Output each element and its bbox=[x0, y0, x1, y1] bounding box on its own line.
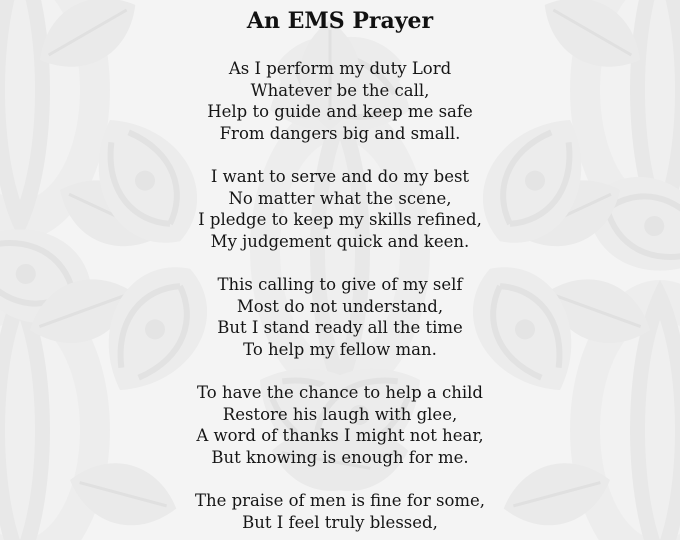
poem-line: The praise of men is fine for some, bbox=[194, 491, 486, 510]
poem-line: As I perform my duty Lord bbox=[228, 59, 452, 78]
poem-line: I pledge to keep my skills refined, bbox=[198, 210, 482, 229]
poem-line: A word of thanks I might not hear, bbox=[196, 426, 484, 445]
poem-line: Restore his laugh with glee, bbox=[222, 404, 458, 424]
poem-line: I want to serve and do my best bbox=[210, 167, 470, 186]
stanza bbox=[0, 274, 680, 360]
poem-line: To have the chance to help a child bbox=[197, 383, 483, 402]
poem-line: From dangers big and small. bbox=[219, 123, 461, 143]
poem-line: Whatever be the call, bbox=[250, 80, 430, 100]
stanza bbox=[0, 166, 680, 252]
poem-line: This calling to give of my self bbox=[217, 275, 463, 294]
poem-line: Most do not understand, bbox=[236, 296, 444, 316]
stanza bbox=[0, 58, 680, 144]
poem-line: But I feel truly blessed, bbox=[242, 512, 438, 532]
poem-line: Help to guide and keep me safe bbox=[207, 102, 473, 121]
poem-title: An EMS Prayer bbox=[246, 8, 434, 34]
poem-line: My judgement quick and keen. bbox=[210, 231, 470, 251]
poem-line: To help my fellow man. bbox=[243, 339, 437, 359]
poem-line: But I stand ready all the time bbox=[217, 318, 463, 337]
poem-body bbox=[0, 58, 680, 540]
poem-line: But knowing is enough for me. bbox=[211, 447, 469, 467]
stanza bbox=[0, 382, 680, 468]
poem-line: No matter what the scene, bbox=[228, 188, 452, 208]
stanza bbox=[0, 490, 680, 533]
